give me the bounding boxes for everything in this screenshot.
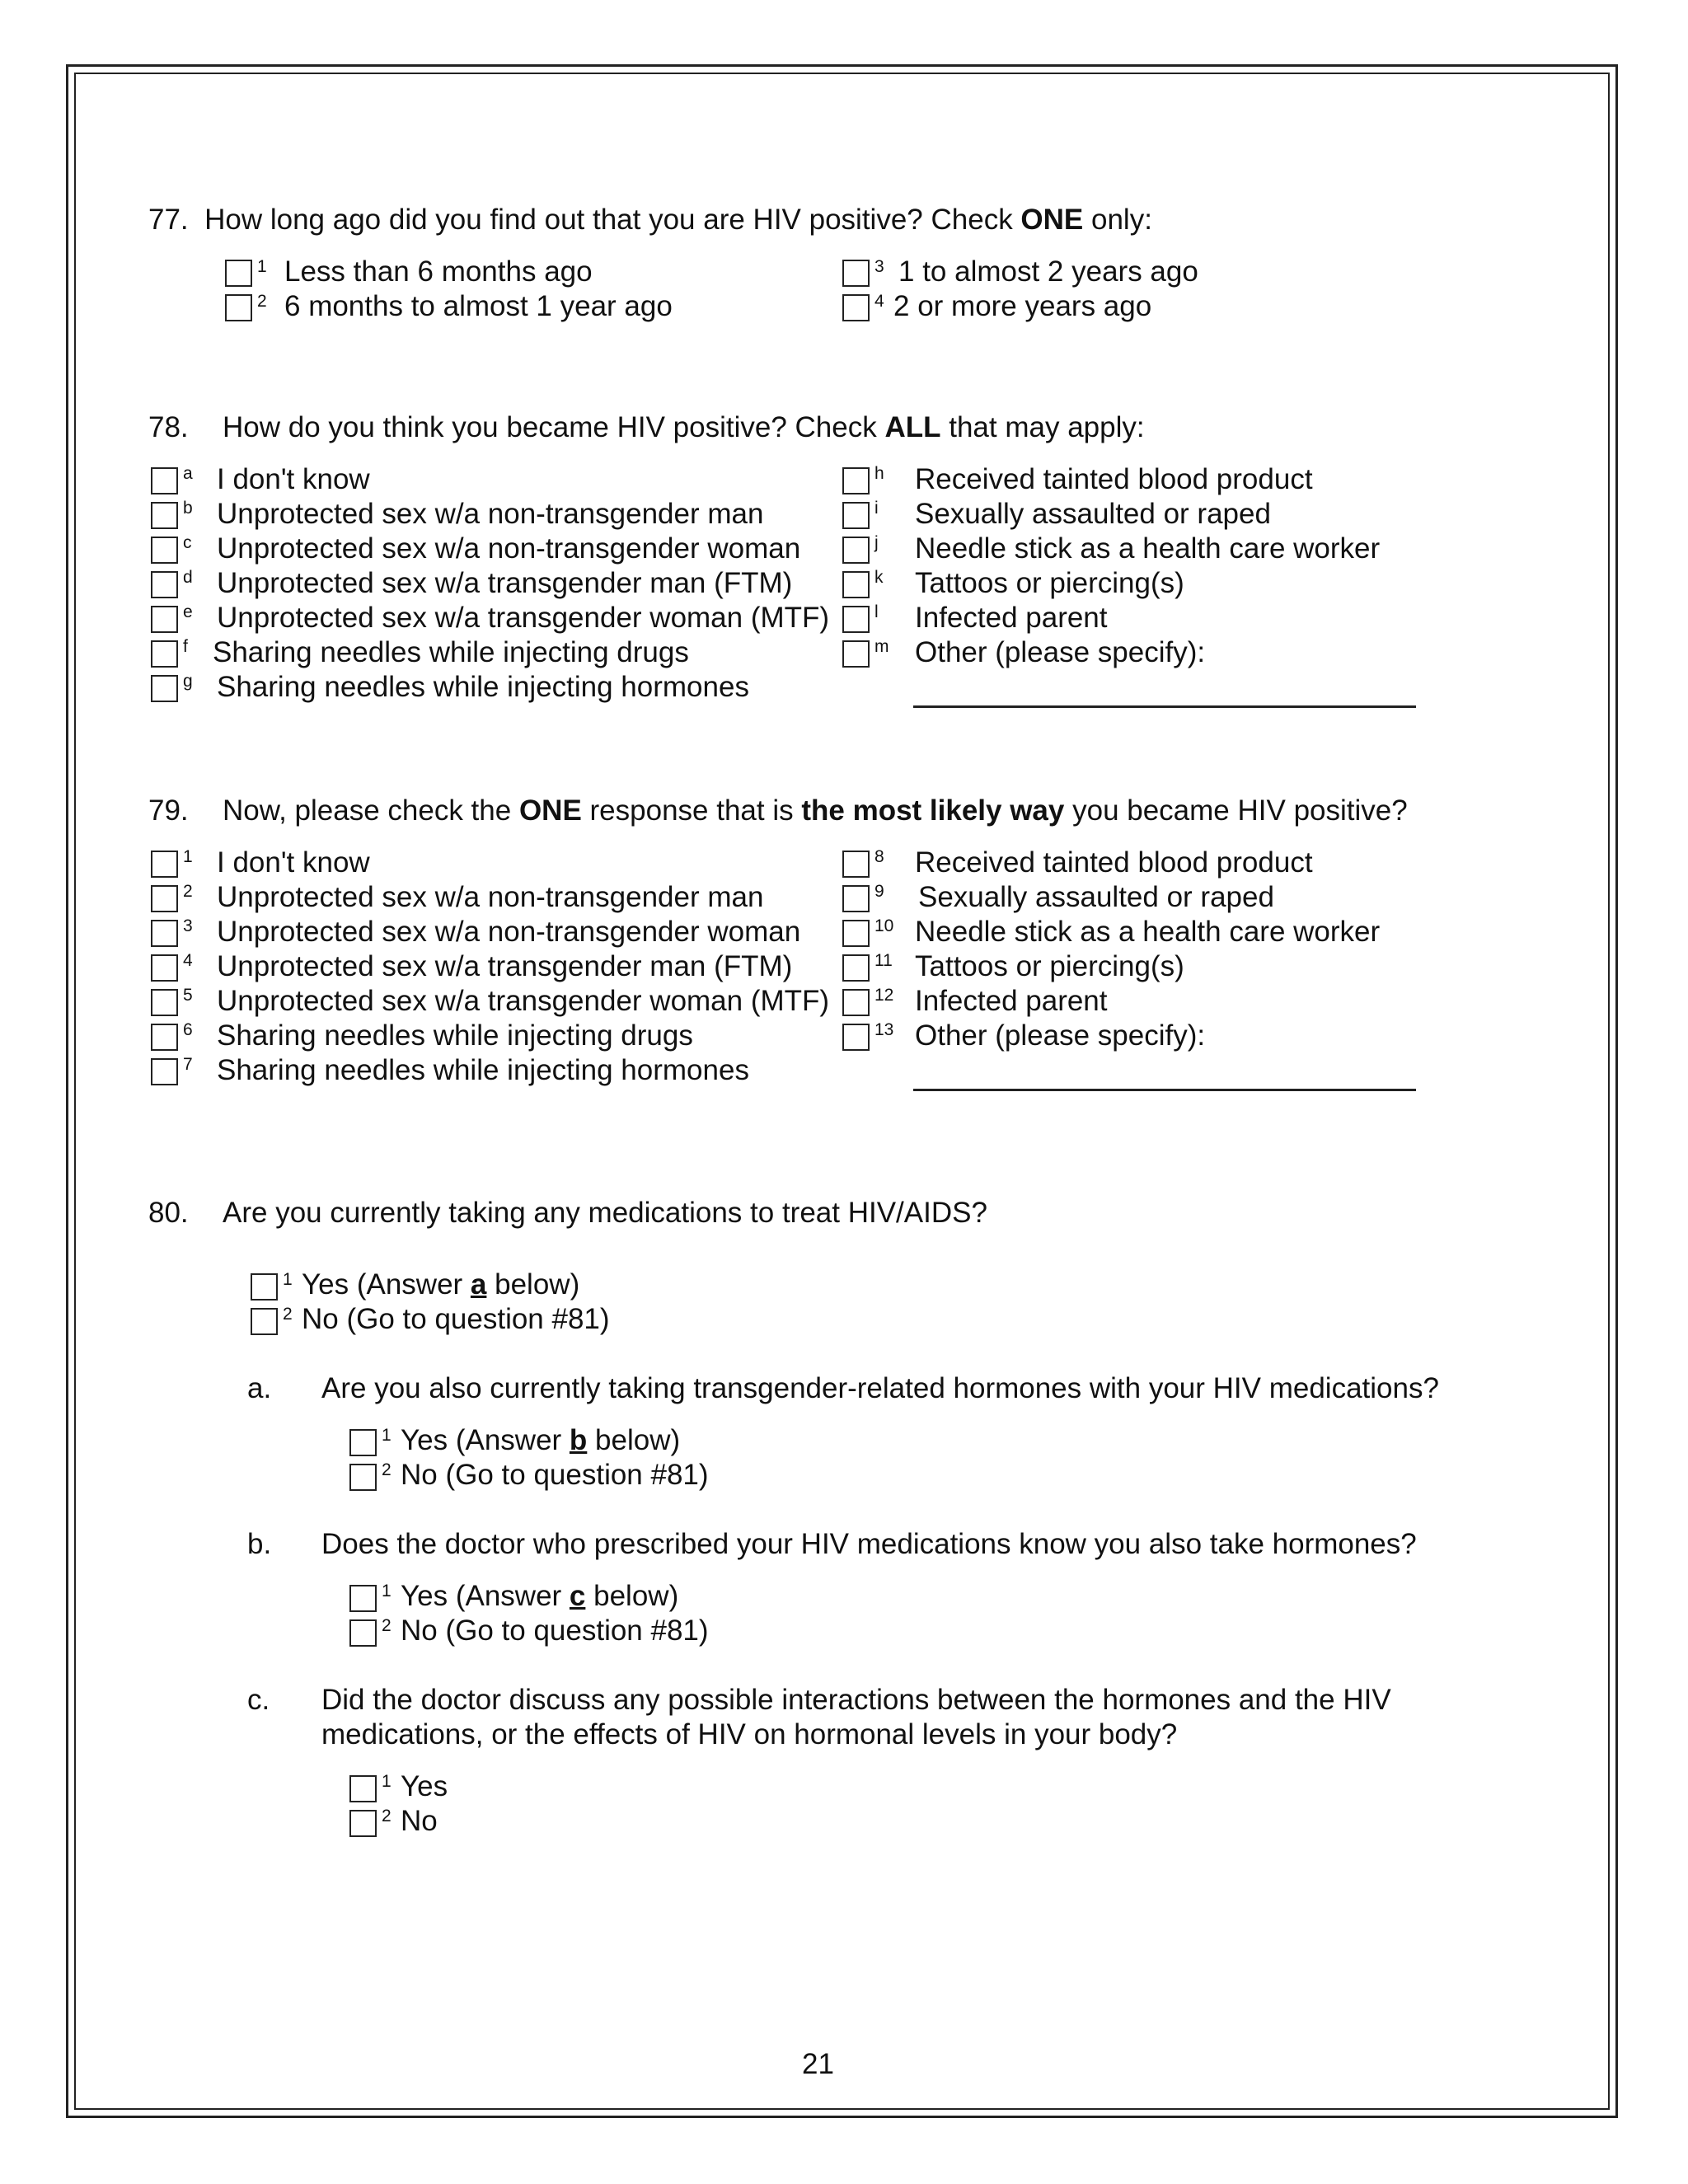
q78-option-a-label: I don't know — [217, 463, 370, 495]
q79-option-12-code: 12 — [874, 986, 894, 1005]
q80-question: Are you currently taking any medications to treat HIV/AIDS? — [223, 1197, 987, 1229]
q78-option-f-label: Sharing needles while injecting drugs — [213, 636, 689, 668]
q77-option-3-label: 1 to almost 2 years ago — [898, 255, 1198, 288]
q79-option-1-label: I don't know — [217, 846, 370, 879]
q78-option-b-checkbox[interactable] — [151, 502, 178, 529]
q78-option-e-label: Unprotected sex w/a transgender woman (MTF) — [217, 602, 830, 634]
q77-option-2-code: 2 — [257, 292, 267, 311]
q79-question — [223, 794, 1408, 828]
q80c-no-code: 2 — [382, 1807, 392, 1825]
q78-other-specify-line[interactable] — [913, 705, 1416, 708]
q79-option-13-checkbox[interactable] — [842, 1024, 870, 1051]
q79-option-13-code: 13 — [874, 1020, 894, 1039]
q80c-yes-checkbox[interactable] — [349, 1775, 377, 1802]
q79-option-12-checkbox[interactable] — [842, 989, 870, 1016]
q78-option-d-label: Unprotected sex w/a transgender man (FTM) — [217, 567, 793, 599]
q80-yes-label — [302, 1268, 579, 1302]
q80b-label: b. — [247, 1528, 272, 1560]
q78-option-g-checkbox[interactable] — [151, 675, 178, 702]
q80c-yes-label: Yes — [401, 1770, 448, 1802]
q78-option-k-checkbox[interactable] — [842, 571, 870, 598]
q80a-no-checkbox[interactable] — [349, 1464, 377, 1491]
q80c-yes-code: 1 — [382, 1772, 392, 1791]
q79-option-1-checkbox[interactable] — [151, 851, 178, 878]
q80b-yes-code: 1 — [382, 1582, 392, 1601]
q77-number: 77. — [148, 204, 189, 236]
q79-bold-likely: the most likely way — [801, 794, 1065, 827]
q78-text: How do you think you became HIV positive? Check — [223, 411, 885, 443]
q79-option-3-checkbox[interactable] — [151, 920, 178, 947]
q79-option-6-checkbox[interactable] — [151, 1024, 178, 1051]
q78-option-j-code: j — [874, 533, 879, 552]
q77-option-2-checkbox[interactable] — [225, 294, 252, 321]
q80b-question: Does the doctor who prescribed your HIV medications know you also take hormones? — [321, 1528, 1417, 1560]
q78-option-f-code: f — [183, 637, 188, 656]
q77-option-3-code: 3 — [874, 257, 884, 276]
q78-option-l-code: l — [874, 602, 879, 621]
q80a-label: a. — [247, 1372, 272, 1404]
q77-text-post: only: — [1083, 204, 1152, 236]
q79-text-c: response that is — [581, 794, 802, 827]
q78-option-c-code: c — [183, 533, 192, 552]
q80b-yes-post: below) — [585, 1580, 679, 1612]
q77-option-4-code: 4 — [874, 292, 884, 311]
q79-option-10-label: Needle stick as a health care worker — [915, 916, 1381, 948]
q78-option-m-label: Other (please specify): — [915, 636, 1206, 668]
q78-option-l-label: Infected parent — [915, 602, 1108, 634]
q80-no-label: No (Go to question #81) — [302, 1303, 610, 1335]
q77-question — [148, 203, 1152, 237]
q80-yes-pre: Yes (Answer — [302, 1268, 471, 1301]
q80c-question-line1: Did the doctor discuss any possible interactions between the hormones and the HIV — [321, 1684, 1391, 1716]
q77-option-1-label: Less than 6 months ago — [284, 255, 593, 288]
q80a-yes-checkbox[interactable] — [349, 1429, 377, 1456]
q78-option-m-checkbox[interactable] — [842, 640, 870, 668]
q80a-yes-post: below) — [587, 1424, 681, 1456]
q79-option-4-code: 4 — [183, 951, 193, 970]
q79-other-specify-line[interactable] — [913, 1089, 1416, 1091]
q78-option-i-checkbox[interactable] — [842, 502, 870, 529]
q78-option-d-code: d — [183, 568, 193, 587]
q78-option-j-label: Needle stick as a health care worker — [915, 532, 1381, 565]
q80a-yes-code: 1 — [382, 1426, 392, 1445]
q78-option-a-checkbox[interactable] — [151, 467, 178, 494]
q80a-yes-label — [401, 1423, 680, 1458]
q79-option-2-checkbox[interactable] — [151, 885, 178, 912]
q78-option-f-checkbox[interactable] — [151, 640, 178, 668]
q79-option-10-checkbox[interactable] — [842, 920, 870, 947]
q79-option-3-label: Unprotected sex w/a non-transgender woman — [217, 916, 801, 948]
q80b-yes-label — [401, 1579, 678, 1614]
q80-number: 80. — [148, 1197, 189, 1229]
q79-number: 79. — [148, 794, 189, 827]
q80b-yes-checkbox[interactable] — [349, 1585, 377, 1612]
q78-text-post: that may apply: — [940, 411, 1145, 443]
q78-option-e-code: e — [183, 602, 193, 621]
q78-option-m-code: m — [874, 637, 889, 656]
q77-option-3-checkbox[interactable] — [842, 260, 870, 287]
q78-option-d-checkbox[interactable] — [151, 571, 178, 598]
q79-option-5-checkbox[interactable] — [151, 989, 178, 1016]
q79-option-6-code: 6 — [183, 1020, 193, 1039]
q80a-question: Are you also currently taking transgender-related hormones with your HIV medications? — [321, 1372, 1439, 1404]
q79-option-9-label: Sexually assaulted or raped — [918, 881, 1274, 913]
q77-bold: ONE — [1020, 204, 1084, 236]
q78-option-k-label: Tattoos or piercing(s) — [915, 567, 1184, 599]
q79-option-1-code: 1 — [183, 847, 193, 866]
q78-option-k-code: k — [874, 568, 884, 587]
q80a-yes-letter: b — [569, 1424, 588, 1456]
q80-no-code: 2 — [283, 1305, 293, 1324]
q77-text: How long ago did you find out that you are HIV positive? Check — [204, 204, 1021, 236]
q80-yes-checkbox[interactable] — [251, 1273, 278, 1301]
q78-option-h-checkbox[interactable] — [842, 467, 870, 494]
q80-no-checkbox[interactable] — [251, 1308, 278, 1335]
q79-option-8-checkbox[interactable] — [842, 851, 870, 878]
q78-option-j-checkbox[interactable] — [842, 537, 870, 564]
q79-option-7-code: 7 — [183, 1055, 193, 1074]
q80-yes-post: below) — [486, 1268, 580, 1301]
q79-option-4-label: Unprotected sex w/a transgender man (FTM) — [217, 950, 793, 982]
q80b-no-checkbox[interactable] — [349, 1619, 377, 1647]
q79-option-9-code: 9 — [874, 882, 884, 901]
q80a-yes-pre: Yes (Answer — [401, 1424, 570, 1456]
q79-option-7-checkbox[interactable] — [151, 1058, 178, 1085]
q78-option-g-code: g — [183, 672, 193, 691]
q79-option-8-label: Received tainted blood product — [915, 846, 1313, 879]
q79-option-4-checkbox[interactable] — [151, 954, 178, 982]
q78-number: 78. — [148, 411, 189, 443]
q79-option-6-label: Sharing needles while injecting drugs — [217, 1019, 693, 1052]
q77-option-1-code: 1 — [257, 257, 267, 276]
q77-option-4-label: 2 or more years ago — [893, 290, 1152, 322]
q79-option-9-checkbox[interactable] — [842, 885, 870, 912]
q79-text-a: Now, please check the — [223, 794, 519, 827]
q80a-no-code: 2 — [382, 1460, 392, 1479]
q80a-no-label: No (Go to question #81) — [401, 1459, 709, 1491]
q79-option-11-checkbox[interactable] — [842, 954, 870, 982]
q78-question — [223, 410, 1145, 445]
q79-option-3-code: 3 — [183, 916, 193, 935]
page-number: 21 — [802, 2048, 834, 2080]
q80-yes-letter: a — [470, 1268, 487, 1301]
q78-option-a-code: a — [183, 464, 193, 483]
q78-bold: ALL — [884, 411, 941, 443]
q80c-label: c. — [247, 1684, 270, 1716]
q80c-question-line2: medications, or the effects of HIV on hormonal levels in your body? — [321, 1718, 1178, 1750]
q80b-yes-letter: c — [569, 1580, 586, 1612]
q77-option-2-label: 6 months to almost 1 year ago — [284, 290, 673, 322]
q78-option-h-code: h — [874, 464, 884, 483]
q78-option-b-label: Unprotected sex w/a non-transgender man — [217, 498, 764, 530]
q79-text-e: you became HIV positive? — [1064, 794, 1408, 827]
q79-option-5-code: 5 — [183, 986, 193, 1005]
q79-option-2-label: Unprotected sex w/a non-transgender man — [217, 881, 764, 913]
q79-option-13-label: Other (please specify): — [915, 1019, 1206, 1052]
q80b-no-label: No (Go to question #81) — [401, 1615, 709, 1647]
q79-option-10-code: 10 — [874, 916, 894, 935]
q77-option-1-checkbox[interactable] — [225, 260, 252, 287]
q80b-no-code: 2 — [382, 1616, 392, 1635]
q79-option-11-code: 11 — [874, 951, 893, 970]
q78-option-h-label: Received tainted blood product — [915, 463, 1313, 495]
q80b-yes-pre: Yes (Answer — [401, 1580, 570, 1612]
q78-option-c-label: Unprotected sex w/a non-transgender woman — [217, 532, 801, 565]
q77-option-4-checkbox[interactable] — [842, 294, 870, 321]
q79-option-7-label: Sharing needles while injecting hormones — [217, 1054, 749, 1086]
q80-yes-code: 1 — [283, 1270, 293, 1289]
q80c-no-label: No — [401, 1805, 438, 1837]
q78-option-g-label: Sharing needles while injecting hormones — [217, 671, 749, 703]
q78-option-i-label: Sexually assaulted or raped — [915, 498, 1271, 530]
q78-option-b-code: b — [183, 499, 193, 518]
q79-option-2-code: 2 — [183, 882, 193, 901]
q79-option-5-label: Unprotected sex w/a transgender woman (MTF) — [217, 985, 830, 1017]
q78-option-i-code: i — [874, 499, 879, 518]
q78-option-c-checkbox[interactable] — [151, 537, 178, 564]
page-border-inner — [74, 73, 1610, 2110]
q80c-no-checkbox[interactable] — [349, 1810, 377, 1837]
q78-option-l-checkbox[interactable] — [842, 606, 870, 633]
q79-bold-one: ONE — [518, 794, 582, 827]
q79-option-11-label: Tattoos or piercing(s) — [915, 950, 1184, 982]
q78-option-e-checkbox[interactable] — [151, 606, 178, 633]
q79-option-8-code: 8 — [874, 847, 884, 866]
q79-option-12-label: Infected parent — [915, 985, 1108, 1017]
